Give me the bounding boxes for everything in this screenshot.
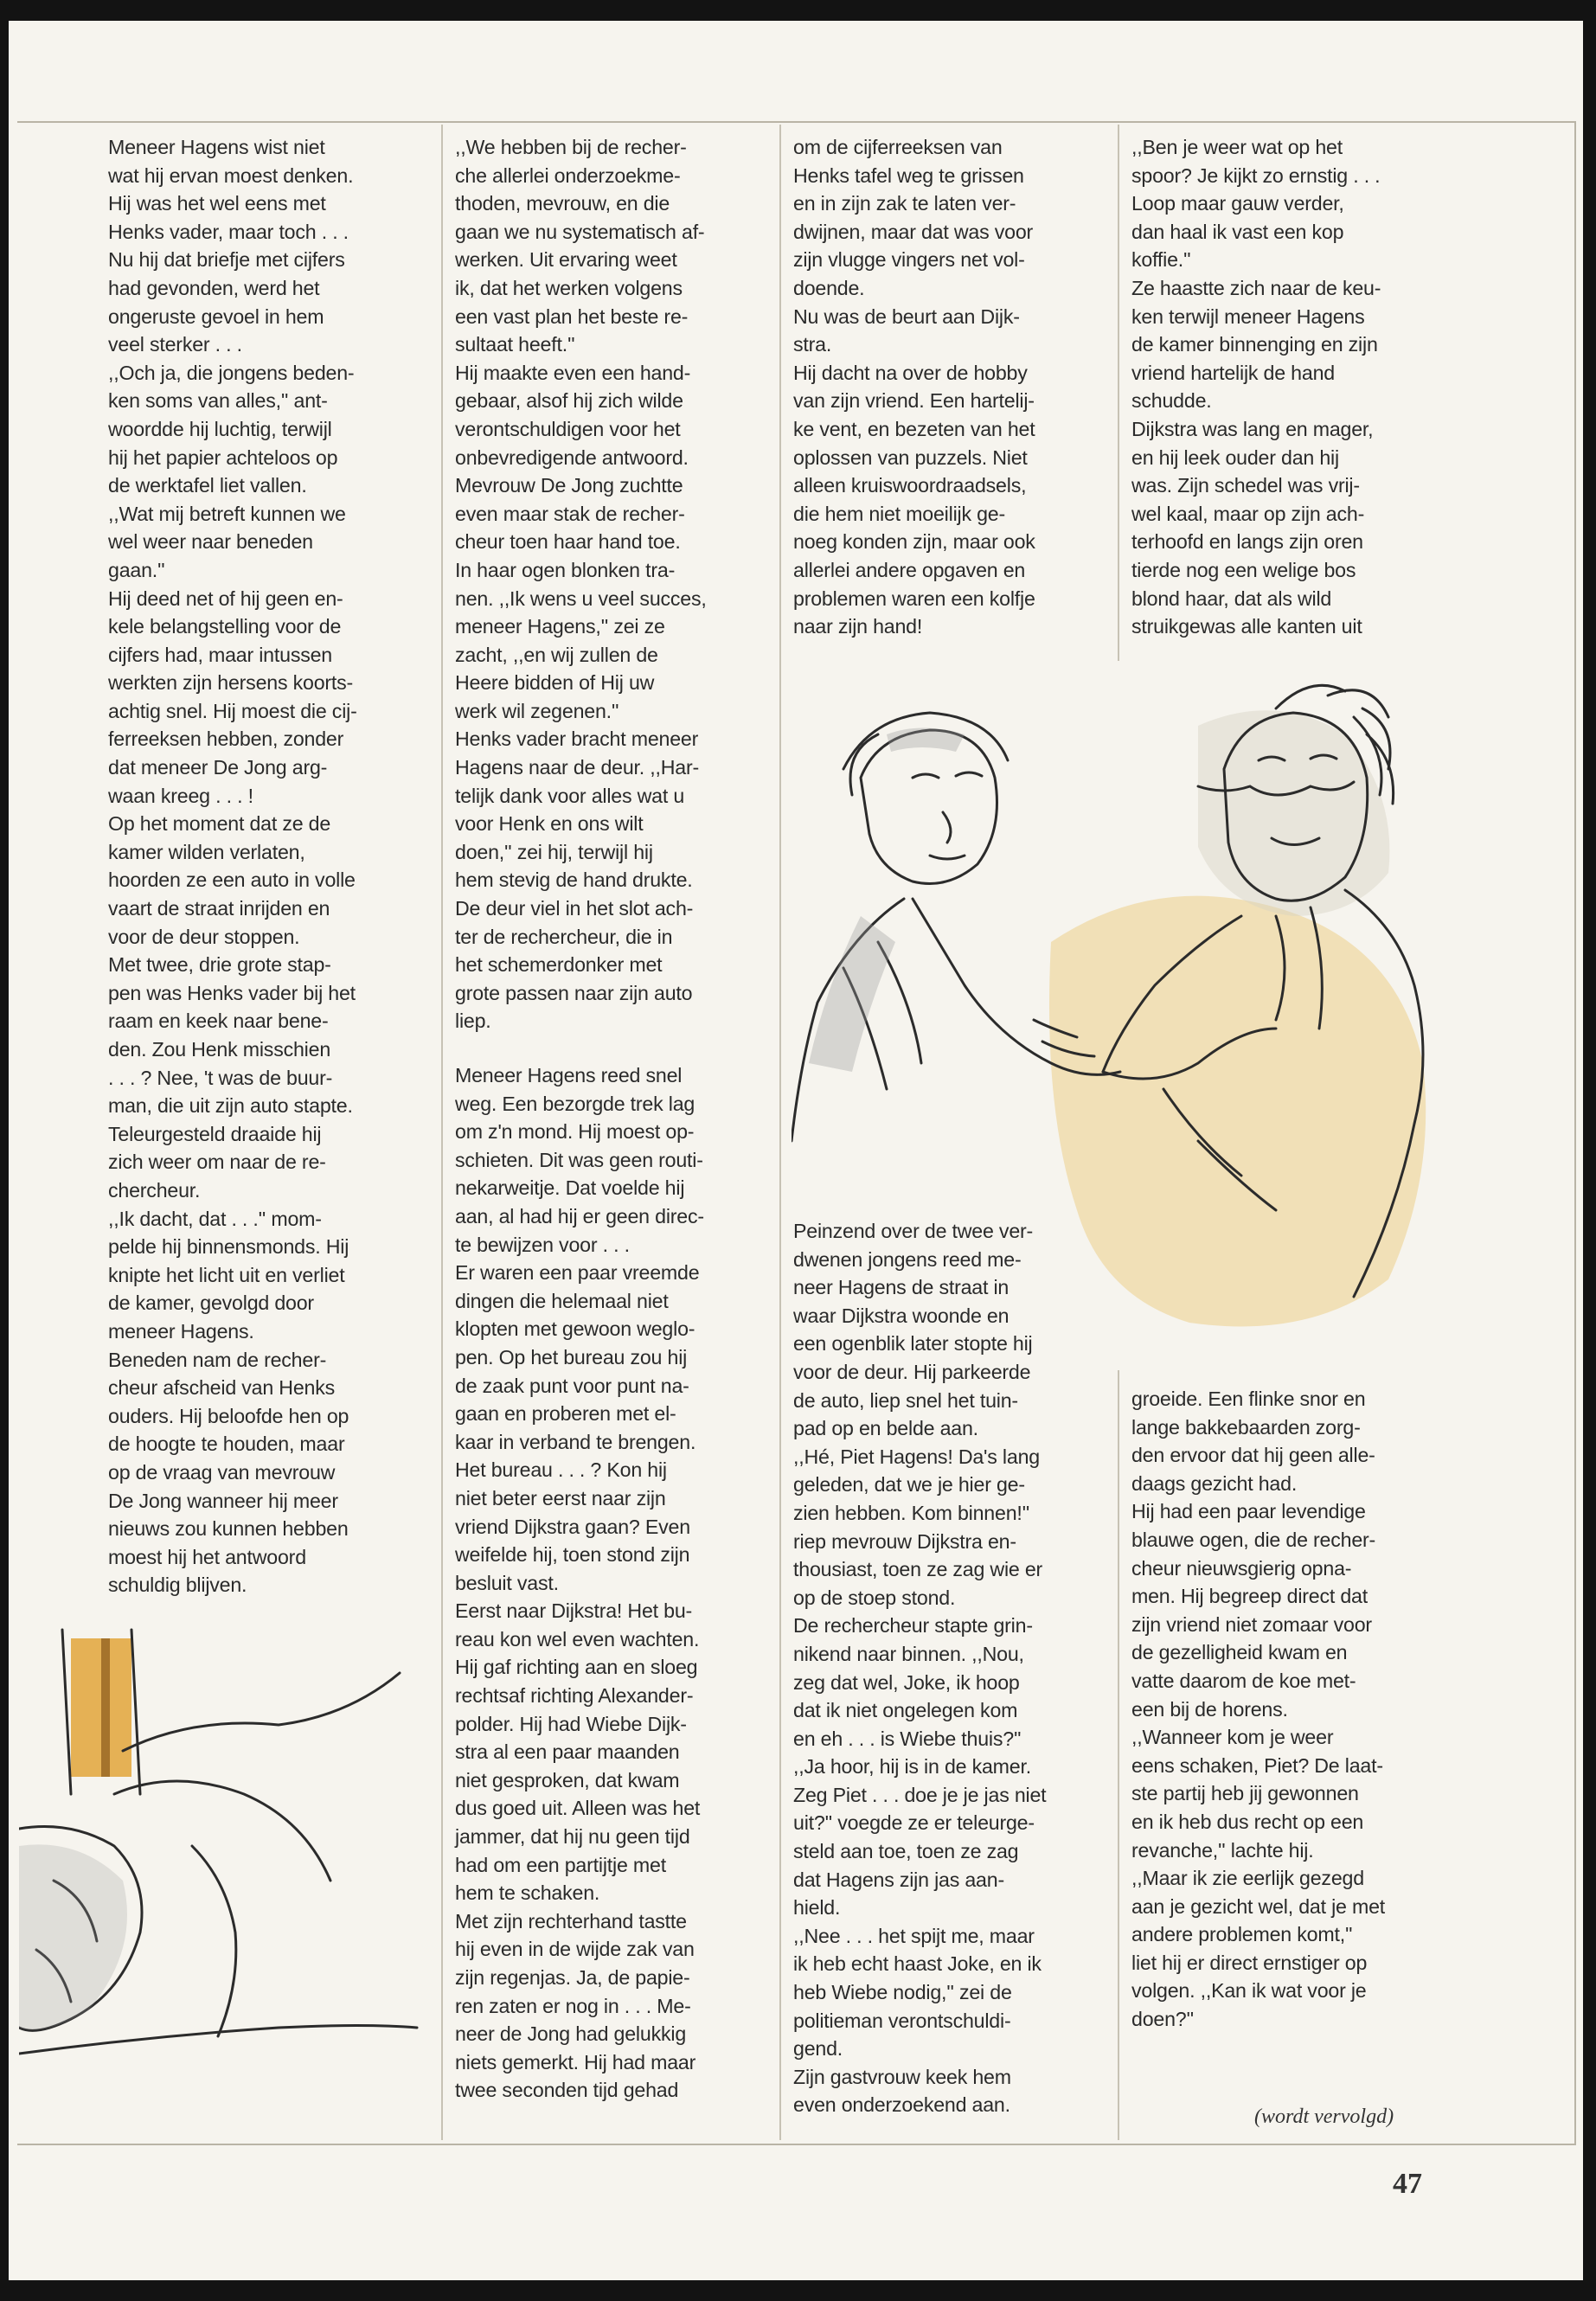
text-line: cijfers had, maar intussen [108, 643, 332, 666]
text-line: een vast plan het beste re- [455, 304, 689, 328]
text-line: cheur afscheid van Henks [108, 1376, 336, 1400]
text-line: Zijn gastvrouw keek hem [793, 2065, 1011, 2088]
text-line: cheur toen haar hand toe. [455, 530, 681, 554]
text-line: De rechercheur stapte grin- [793, 1614, 1033, 1638]
text-line: doen,'' zei hij, terwijl hij [455, 840, 653, 863]
text-line: een ogenblik later stopte hij [793, 1332, 1033, 1356]
text-column-3-bottom [793, 1217, 1046, 2119]
text-line: Meneer Hagens wist niet [108, 136, 325, 158]
text-column-4-bottom [1131, 1385, 1385, 2034]
text-line: jammer, dat hij nu geen tijd [455, 1825, 690, 1849]
text-line: lange bakkebaarden zorg- [1131, 1415, 1361, 1439]
text-line: allerlei andere opgaven en [793, 558, 1026, 581]
text-line: schudde. [1131, 389, 1212, 413]
text-line: noeg konden zijn, maar ook [793, 530, 1035, 554]
text-line: alleen kruiswoordraadsels, [793, 474, 1027, 497]
text-line: ,,Ja hoor, hij is in de kamer. [793, 1755, 1031, 1779]
text-line: zijn regenjas. Ja, de papie- [455, 1966, 690, 1989]
text-line: de kamer, gevolgd door [108, 1292, 314, 1315]
text-line: andere problemen komt,'' [1131, 1923, 1353, 1946]
text-line: een bij de horens. [1131, 1697, 1288, 1721]
text-line: volgen. ,,Kan ik wat voor je [1131, 1979, 1367, 2003]
magazine-page [9, 21, 1583, 2280]
text-line: ,,Wanneer kom je weer [1131, 1726, 1334, 1749]
text-line: Hij deed net of hij geen en- [108, 586, 343, 610]
text-line: reau kon wel even wachten. [455, 1627, 700, 1650]
text-line: Dijkstra was lang en mager, [1131, 417, 1374, 440]
text-line: ouders. Hij beloofde hen op [108, 1404, 349, 1427]
text-line: besluit vast. [455, 1571, 559, 1594]
text-line: knipte het licht uit en verliet [108, 1263, 345, 1286]
text-line: stra al een paar maanden [455, 1740, 680, 1764]
text-line: ,,We hebben bij de recher- [455, 136, 687, 158]
text-line: achtig snel. Hij moest die cij- [108, 699, 357, 722]
text-line: ferreeksen hebben, zonder [108, 727, 344, 751]
text-line: gaan we nu systematisch af- [455, 220, 705, 243]
text-line: zijn vriend niet zomaar voor [1131, 1612, 1372, 1636]
text-line: polder. Hij had Wiebe Dijk- [455, 1712, 687, 1735]
text-line: had gevonden, werd het [108, 276, 320, 299]
text-line: en hij leek ouder dan hij [1131, 445, 1339, 469]
text-line: rechtsaf richting Alexander- [455, 1684, 694, 1708]
text-line: nekarweitje. Dat voelde hij [455, 1176, 685, 1200]
text-line: Mevrouw De Jong zuchtte [455, 474, 683, 497]
text-line: het schemerdonker met [455, 953, 663, 977]
text-line: De deur viel in het slot ach- [455, 897, 694, 920]
text-line: ken terwijl meneer Hagens [1131, 304, 1365, 328]
text-column-2 [455, 133, 707, 2105]
text-line: de gezelligheid kwam en [1131, 1641, 1348, 1664]
text-line: kaar in verband te brengen. [455, 1430, 696, 1453]
text-line: wel kaal, maar op zijn ach- [1131, 502, 1365, 525]
text-line: twee seconden tijd gehad [455, 2079, 679, 2102]
text-line: thoden, mevrouw, en die [455, 192, 670, 215]
text-line: op de vraag van mevrouw [108, 1460, 336, 1484]
text-line: Hij dacht na over de hobby [793, 361, 1028, 384]
text-line: liep. [455, 1009, 491, 1033]
text-line: ,,Wat mij betreft kunnen we [108, 502, 346, 525]
text-line: Met zijn rechterhand tastte [455, 1909, 687, 1932]
text-line: terhoofd en langs zijn oren [1131, 530, 1363, 554]
text-line: Loop maar gauw verder, [1131, 192, 1344, 215]
text-line: werken. Uit ervaring weet [455, 248, 677, 272]
text-line: politieman verontschuldi- [793, 2009, 1011, 2032]
text-line: was. Zijn schedel was vrij- [1131, 474, 1360, 497]
text-line: ,,Hé, Piet Hagens! Da's lang [793, 1445, 1040, 1468]
text-line: dingen die helemaal niet [455, 1289, 669, 1312]
text-line: hoorden ze een auto in volle [108, 868, 356, 892]
text-line: vatte daarom de koe met- [1131, 1669, 1356, 1692]
text-line: vriend hartelijk de hand [1131, 361, 1335, 384]
text-line: men. Hij begreep direct dat [1131, 1585, 1368, 1608]
text-line: man, die uit zijn auto stapte. [108, 1094, 353, 1118]
text-line: van zijn vriend. Een hartelij- [793, 389, 1035, 413]
text-line: waan kreeg . . . ! [108, 784, 253, 807]
text-line: wel weer naar beneden [108, 530, 313, 554]
paragraph-gap [455, 1035, 707, 1061]
text-line: voor de deur. Hij parkeerde [793, 1360, 1031, 1383]
text-line: Eerst naar Dijkstra! Het bu- [455, 1599, 693, 1623]
text-line: den ervoor dat hij geen alle- [1131, 1444, 1375, 1467]
text-line: schuldig blijven. [108, 1574, 247, 1597]
bottom-rule [17, 2144, 1574, 2145]
text-line: dwijnen, maar dat was voor [793, 220, 1034, 243]
text-line: Zeg Piet . . . doe je je jas niet [793, 1783, 1047, 1806]
text-line: woordde hij luchtig, terwijl [108, 417, 332, 440]
text-line: uit?'' voegde ze er teleurge- [793, 1811, 1035, 1835]
text-line: wat hij ervan moest denken. [108, 163, 354, 187]
text-line: doende. [793, 276, 865, 299]
text-line: ik heb echt haast Joke, en ik [793, 1952, 1042, 1976]
text-column-1 [108, 133, 357, 1599]
text-line: Heere bidden of Hij uw [455, 671, 655, 695]
text-line: Henks tafel weg te grissen [793, 163, 1024, 187]
text-line: de kamer binnenging en zijn [1131, 333, 1378, 356]
text-line: Beneden nam de recher- [108, 1348, 327, 1371]
text-line: weifelde hij, toen stond zijn [455, 1543, 690, 1567]
text-line: groeide. Een flinke snor en [1131, 1388, 1366, 1410]
text-line: dwenen jongens reed me- [793, 1247, 1022, 1271]
text-line: dat meneer De Jong arg- [108, 756, 328, 779]
page-number: 47 [1393, 2168, 1422, 2200]
text-line: nen. ,,Ik wens u veel succes, [455, 586, 707, 610]
text-line: ,,Ben je weer wat op het [1131, 136, 1343, 158]
text-line: de werktafel liet vallen. [108, 474, 307, 497]
text-line: gebaar, alsof hij zich wilde [455, 389, 683, 413]
text-line: Meneer Hagens reed snel [455, 1064, 683, 1086]
text-line: Peinzend over de twee ver- [793, 1220, 1034, 1242]
text-line: ongeruste gevoel in hem [108, 304, 324, 328]
text-line: De Jong wanneer hij meer [108, 1489, 338, 1512]
text-line: revanche,'' lachte hij. [1131, 1838, 1314, 1862]
to-be-continued-note: (wordt vervolgd) [1254, 2106, 1394, 2128]
text-line: cheur nieuwsgierig opna- [1131, 1556, 1352, 1580]
text-line: dat Hagens zijn jas aan- [793, 1868, 1004, 1891]
text-line: schieten. Dit was geen routi- [455, 1148, 703, 1171]
text-line: de zaak punt voor punt na- [455, 1374, 689, 1397]
text-line: pelde hij binnensmonds. Hij [108, 1235, 349, 1259]
text-column-3-top [793, 133, 1035, 641]
text-line: In haar ogen blonken tra- [455, 558, 676, 581]
text-line: Met twee, drie grote stap- [108, 953, 331, 977]
text-line: gend. [793, 2037, 843, 2061]
text-line: en in zijn zak te laten ver- [793, 192, 1016, 215]
text-line: nikend naar binnen. ,,Nou, [793, 1642, 1024, 1665]
text-line: zien hebben. Kom binnen!'' [793, 1501, 1030, 1524]
text-line: waar Dijkstra woonde en [793, 1304, 1010, 1327]
text-line: oplossen van puzzels. Niet [793, 445, 1028, 469]
text-line: telijk dank voor alles wat u [455, 784, 685, 807]
text-line: Nu was de beurt aan Dijk- [793, 304, 1020, 328]
text-line: en eh . . . is Wiebe thuis?'' [793, 1727, 1022, 1750]
text-line: werk wil zegenen.'' [455, 699, 619, 722]
text-line: thousiast, toen ze zag wie er [793, 1558, 1043, 1581]
text-line: Op het moment dat ze de [108, 812, 331, 836]
text-line: hem te schaken. [455, 1881, 600, 1905]
text-line: Henks vader bracht meneer [455, 727, 699, 751]
text-line: aan, al had hij er geen direc- [455, 1204, 704, 1227]
text-line: riep mevrouw Dijkstra en- [793, 1529, 1016, 1553]
text-line: steld aan toe, toen ze zag [793, 1840, 1019, 1863]
text-line: gaan.'' [108, 558, 165, 581]
column-divider [1118, 125, 1119, 661]
text-line: die hem niet moeilijk ge- [793, 502, 1006, 525]
text-line: daags gezicht had. [1131, 1471, 1298, 1495]
text-line: sultaat heeft.'' [455, 333, 575, 356]
text-line: niet gesproken, dat kwam [455, 1768, 680, 1791]
column-divider [441, 125, 443, 2140]
text-line: vriend Dijkstra gaan? Even [455, 1515, 690, 1538]
text-line: niets gemerkt. Hij had maar [455, 2050, 696, 2073]
text-line: kele belangstelling voor de [108, 615, 342, 638]
text-line: neer de Jong had gelukkig [455, 2022, 687, 2046]
text-line: om de cijferreeksen van [793, 136, 1003, 158]
text-line: che allerlei onderzoekme- [455, 163, 681, 187]
text-column-4-top [1131, 133, 1381, 641]
text-line: ik, dat het werken volgens [455, 276, 683, 299]
text-line: op de stoep stond. [793, 1586, 956, 1609]
right-rule [1574, 121, 1576, 2145]
handshake-illustration [792, 657, 1449, 1349]
text-line: tierde nog een welige bos [1131, 558, 1356, 581]
text-line: even onderzoekend aan. [793, 2093, 1010, 2117]
text-line: neer Hagens de straat in [793, 1276, 1010, 1299]
text-line: blond haar, dat als wild [1131, 586, 1332, 610]
text-line: had om een partijtje met [455, 1853, 666, 1876]
text-line: ter de rechercheur, die in [455, 925, 673, 948]
text-line: dat ik niet ongelegen kom [793, 1699, 1018, 1722]
text-line: geleden, dat we je hier ge- [793, 1473, 1025, 1497]
text-line: zeg dat wel, Joke, ik hoop [793, 1670, 1020, 1694]
text-line: doen?'' [1131, 2008, 1194, 2031]
text-line: gaan en proberen met el- [455, 1402, 676, 1426]
window-sketch-illustration [19, 1621, 426, 2071]
text-line: ,,Ik dacht, dat . . .'' mom- [108, 1207, 322, 1230]
text-line: hij het papier achteloos op [108, 445, 338, 469]
text-line: grote passen naar zijn auto [455, 981, 693, 1004]
text-line: problemen waren een kolfje [793, 586, 1035, 610]
text-line: om z'n mond. Hij moest op- [455, 1120, 695, 1144]
text-line: Hij maakte even een hand- [455, 361, 691, 384]
text-line: Hij had een paar levendige [1131, 1500, 1366, 1523]
text-line: even maar stak de recher- [455, 502, 685, 525]
text-line: veel sterker . . . [108, 333, 242, 356]
text-line: meneer Hagens,'' zei ze [455, 615, 665, 638]
text-line: en ik heb dus recht op een [1131, 1810, 1364, 1833]
text-line: kamer wilden verlaten, [108, 840, 305, 863]
text-line: meneer Hagens. [108, 1319, 254, 1343]
text-line: moest hij het antwoord [108, 1545, 306, 1568]
text-line: te bewijzen voor . . . [455, 1233, 630, 1256]
text-line: ke vent, en bezeten van het [793, 417, 1035, 440]
text-line: naar zijn hand! [793, 615, 923, 638]
text-line: stra. [793, 333, 832, 356]
text-line: eens schaken, Piet? De laat- [1131, 1753, 1383, 1777]
text-line: verontschuldigen voor het [455, 417, 681, 440]
text-line: de hoogte te houden, maar [108, 1433, 345, 1456]
text-line: ren zaten er nog in . . . Me- [455, 1994, 691, 2017]
text-line: spoor? Je kijkt zo ernstig . . . [1131, 163, 1381, 187]
text-line: dan haal ik vast een kop [1131, 220, 1344, 243]
text-line: weg. Een bezorgde trek lag [455, 1092, 695, 1115]
text-line: onbevredigende antwoord. [455, 445, 689, 469]
text-line: de auto, liep snel het tuin- [793, 1388, 1018, 1412]
text-line: ,,Maar ik zie eerlijk gezegd [1131, 1867, 1364, 1890]
text-line: Nu hij dat briefje met cijfers [108, 248, 345, 272]
text-line: ste partij heb jij gewonnen [1131, 1782, 1359, 1805]
text-line: pad op en belde aan. [793, 1417, 978, 1440]
text-line: ken soms van alles,'' ant- [108, 389, 328, 413]
text-line: niet beter eerst naar zijn [455, 1486, 666, 1509]
text-line: Hagens naar de deur. ,,Har- [455, 756, 700, 779]
text-line: blauwe ogen, die de recher- [1131, 1528, 1376, 1551]
top-rule [17, 121, 1574, 123]
text-line: Hij was het wel eens met [108, 192, 326, 215]
text-line: Ze haastte zich naar de keu- [1131, 276, 1381, 299]
text-line: dus goed uit. Alleen was het [455, 1797, 701, 1820]
text-line: vaart de straat inrijden en [108, 897, 330, 920]
text-line: aan je gezicht wel, dat je met [1131, 1894, 1386, 1918]
text-line: nieuws zou kunnen hebben [108, 1517, 349, 1541]
text-line: klopten met gewoon weglo- [455, 1317, 695, 1341]
text-line: Het bureau . . . ? Kon hij [455, 1458, 667, 1482]
text-line: Hij gaf richting aan en sloeg [455, 1656, 698, 1679]
text-line: voor de deur stoppen. [108, 925, 300, 948]
text-line: voor Henk en ons wilt [455, 812, 644, 836]
text-line: . . . ? Nee, 't was de buur- [108, 1066, 333, 1089]
text-line: werkten zijn hersens koorts- [108, 671, 354, 695]
text-line: raam en keek naar bene- [108, 1009, 329, 1033]
column-divider [1118, 1370, 1119, 2140]
text-line: heb Wiebe nodig,'' zei de [793, 1981, 1012, 2004]
text-line: struikgewas alle kanten uit [1131, 615, 1362, 638]
text-line: pen. Op het bureau zou hij [455, 1345, 688, 1368]
text-line: pen was Henks vader bij het [108, 981, 356, 1004]
text-line: chercheur. [108, 1178, 201, 1202]
text-line: zich weer om naar de re- [108, 1150, 326, 1174]
text-line: Er waren een paar vreemde [455, 1261, 700, 1285]
text-line: hij even in de wijde zak van [455, 1938, 695, 1961]
text-line: den. Zou Henk misschien [108, 1038, 331, 1061]
text-line: ,,Nee . . . het spijt me, maar [793, 1924, 1035, 1947]
text-line: hem stevig de hand drukte. [455, 868, 693, 892]
text-line: hield. [793, 1896, 841, 1920]
text-line: liet hij er direct ernstiger op [1131, 1951, 1368, 1974]
text-line: ,,Och ja, die jongens beden- [108, 361, 355, 384]
text-line: Henks vader, maar toch . . . [108, 220, 349, 243]
text-line: zacht, ,,en wij zullen de [455, 643, 658, 666]
text-line: Teleurgesteld draaide hij [108, 1122, 322, 1145]
text-line: koffie.'' [1131, 248, 1191, 272]
text-line: zijn vlugge vingers net vol- [793, 248, 1025, 272]
column-divider [779, 125, 781, 2140]
